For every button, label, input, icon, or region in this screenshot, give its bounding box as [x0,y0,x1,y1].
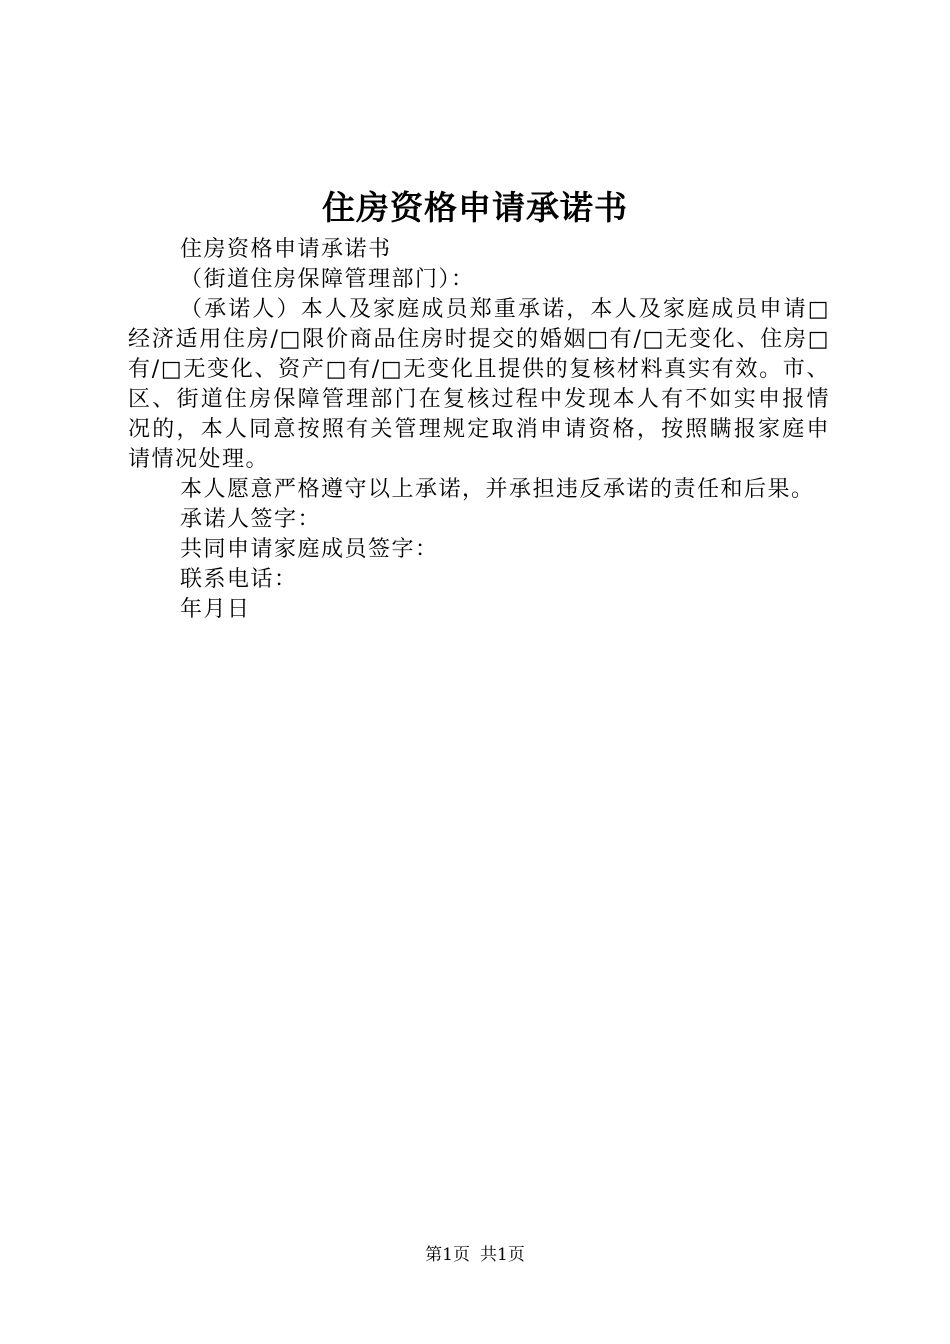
signer-signature-line: 承诺人签字： [180,507,322,532]
document-body [128,235,830,625]
phone-line: 联系电话： [180,567,298,592]
page-number-current: 第1页 [425,1245,470,1265]
addressee-paragraph: （街道住房保障管理部门）： [180,267,475,292]
family-signature-line: 共同申请家庭成员签字： [180,537,439,562]
date-line: 年月日 [180,597,251,622]
commitment-paragraph: （承诺人）本人及家庭成员郑重承诺，本人及家庭成员申请□经济适用住房/□限价商品住房时提交的婚姻□有/□无变化、住房□有/□无变化、资产□有/□无变化且提供的复核材料真实有效。市、区、街道住房保障管理部门在复核过程中发现本人有不如实申报情况的，本人同意按照有关管理规定取消申请资格，按照瞒报家庭申请情况处理。 [128,297,830,472]
subtitle-paragraph: 住房资格申请承诺书 [180,237,392,262]
responsibility-paragraph: 本人愿意严格遵守以上承诺，并承担违反承诺的责任和后果。 [180,477,815,502]
page-number-total: 共1页 [480,1245,525,1265]
page-title: 住房资格申请承诺书 [322,188,628,227]
page-footer [0,1243,950,1267]
